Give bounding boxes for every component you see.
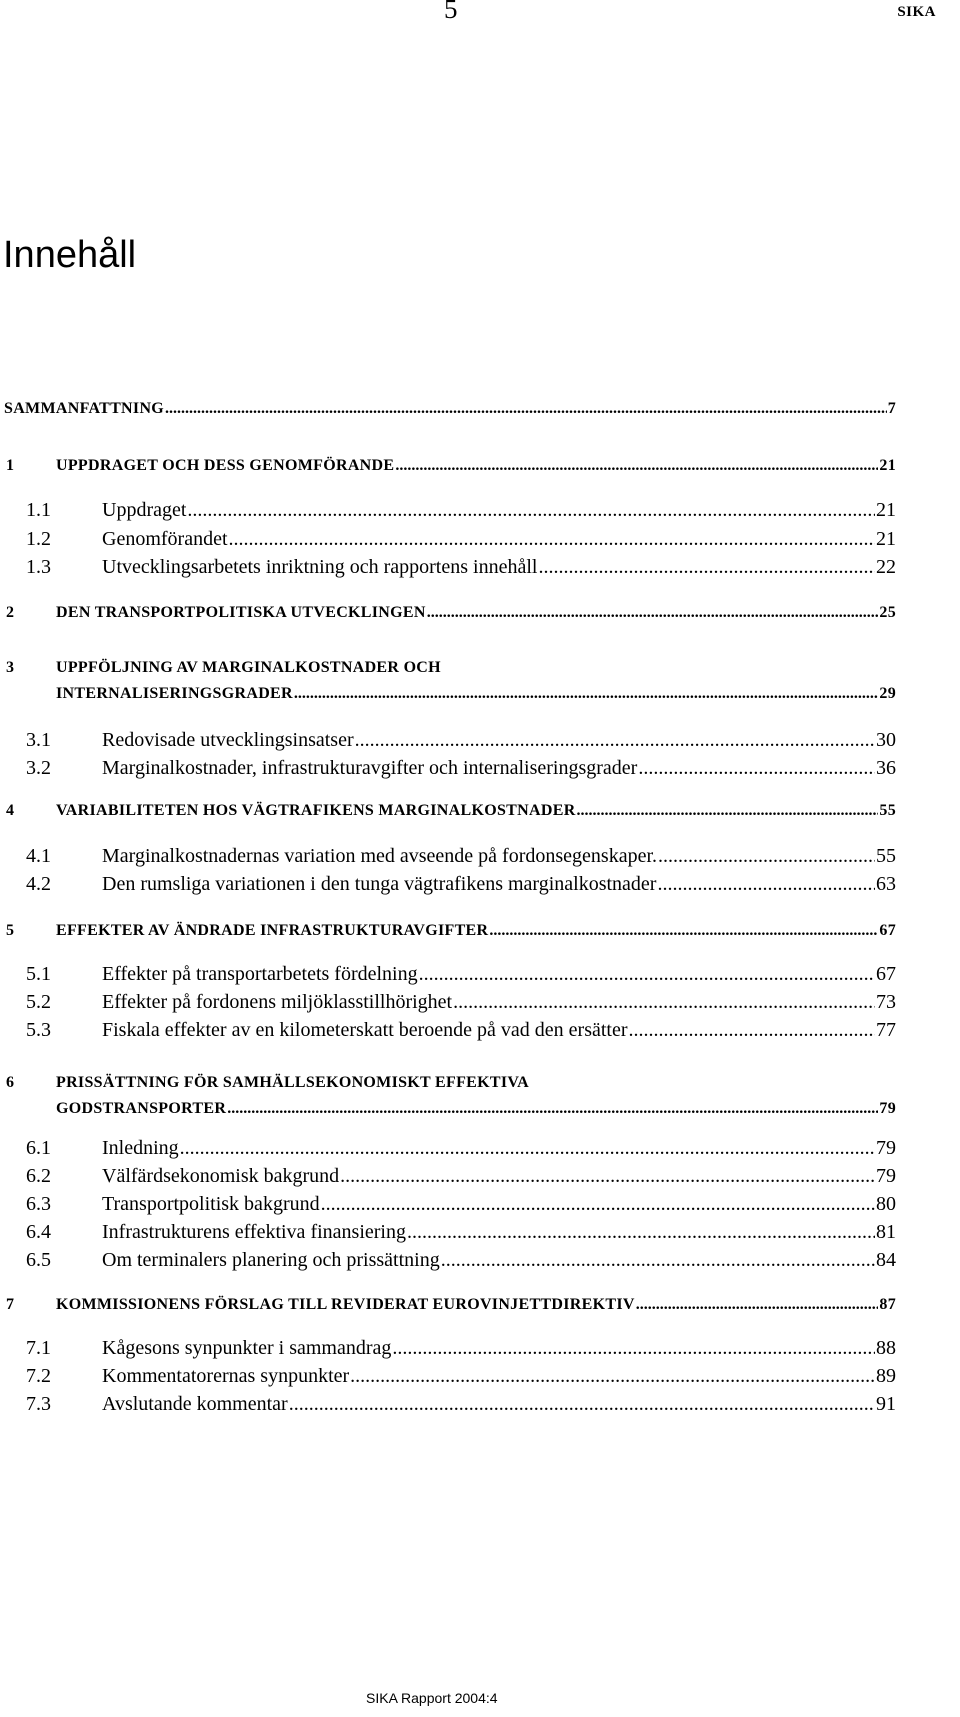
toc-page-number: 63: [876, 873, 896, 895]
toc-page-number: 89: [876, 1365, 896, 1387]
toc-dot-leader: [658, 845, 875, 868]
toc-dot-leader: [489, 922, 878, 940]
page-title: Innehåll: [3, 234, 137, 276]
toc-entry-title: Den rumsliga variationen i den tunga vägtrafikens marginalkostnader: [102, 873, 657, 895]
toc-page-number: 7: [887, 400, 896, 417]
toc-entry-title: Fiskala effekter av en kilometerskatt beroende på vad den ersätter: [102, 1019, 628, 1041]
toc-entry-line: [102, 528, 896, 551]
toc-entry-title: Effekter på transportarbetets fördelning: [102, 963, 418, 985]
toc-entry-line: [102, 991, 896, 1014]
toc-entry-title: Marginalkostnadernas variation med avseende på fordonsegenskaper.: [102, 845, 657, 867]
toc-page-number: 21: [879, 457, 896, 474]
toc-entry-line: [102, 1337, 896, 1360]
toc-dot-leader: [407, 1221, 875, 1244]
toc-dot-leader: [427, 604, 879, 622]
toc-dot-leader: [165, 400, 887, 418]
toc-dot-leader: [229, 528, 875, 551]
toc-entry-title: KOMMISSIONENS FÖRSLAG TILL REVIDERAT EUROVINJETTDIREKTIV: [56, 1296, 635, 1313]
toc-dot-leader: [629, 1019, 875, 1042]
toc-entry-number: 5.3: [26, 1019, 51, 1041]
toc-page-number: 21: [876, 528, 896, 550]
footer-report-id: SIKA Rapport 2004:4: [366, 1690, 498, 1706]
toc-entry-line: [102, 963, 896, 986]
header-org-label: SIKA: [897, 4, 936, 20]
toc-entry-title: EFFEKTER AV ÄNDRADE INFRASTRUKTURAVGIFTER: [56, 922, 489, 939]
toc-page-number: 55: [876, 845, 896, 867]
toc-entry-line: [56, 922, 896, 940]
toc-entry-line: [56, 659, 896, 677]
toc-dot-leader: [355, 729, 875, 752]
toc-entry-number: 5: [6, 922, 15, 939]
toc-page-number: 30: [876, 729, 896, 751]
toc-entry-line: [102, 1193, 896, 1216]
toc-dot-leader: [453, 991, 875, 1014]
toc-entry-line: [102, 757, 896, 780]
toc-entry-title: UPPDRAGET OCH DESS GENOMFÖRANDE: [56, 457, 395, 474]
toc-entry-line: [4, 400, 896, 418]
toc-entry-line: [102, 1249, 896, 1272]
toc-entry-line: [102, 499, 896, 522]
toc-entry-title: Välfärdsekonomisk bakgrund: [102, 1165, 340, 1187]
toc-entry-number: 3.2: [26, 757, 51, 779]
toc-dot-leader: [180, 1137, 875, 1160]
toc-dot-leader: [321, 1193, 875, 1216]
toc-entry-title: Marginalkostnader, infrastrukturavgifter och internaliseringsgrader: [102, 757, 638, 779]
toc-page-number: 81: [876, 1221, 896, 1243]
toc-entry-line: [102, 845, 896, 868]
toc-entry-title: INTERNALISERINGSGRADER: [56, 685, 293, 702]
toc-entry-line: [56, 1074, 896, 1092]
toc-dot-leader: [419, 963, 875, 986]
toc-entry-title: UPPFÖLJNING AV MARGINALKOSTNADER OCH: [56, 659, 441, 676]
toc-entry-number: 1.1: [26, 499, 51, 521]
toc-page-number: 88: [876, 1337, 896, 1359]
toc-page-number: 91: [876, 1393, 896, 1415]
page-number: 5: [444, 0, 458, 24]
toc-entry-line: [102, 1221, 896, 1244]
toc-page-number: 73: [876, 991, 896, 1013]
toc-entry-title: Effekter på fordonens miljöklasstillhörighet: [102, 991, 453, 1013]
toc-entry-title: Uppdraget: [102, 499, 187, 521]
toc-entry-line: [102, 1393, 896, 1416]
toc-entry-number: 2: [6, 604, 15, 621]
toc-entry-line: [56, 685, 896, 703]
toc-page-number: 29: [879, 685, 896, 702]
toc-page-number: 79: [876, 1165, 896, 1187]
toc-dot-leader: [294, 685, 879, 703]
toc-entry-number: 6.3: [26, 1193, 51, 1215]
toc-entry-title: VARIABILITETEN HOS VÄGTRAFIKENS MARGINALKOSTNADER: [56, 802, 576, 819]
toc-entry-title: Inledning: [102, 1137, 179, 1159]
toc-entry-number: 4: [6, 802, 15, 819]
toc-dot-leader: [636, 1296, 879, 1314]
toc-entry-title: SAMMANFATTNING: [4, 400, 165, 417]
toc-entry-number: 6.4: [26, 1221, 51, 1243]
toc-dot-leader: [227, 1100, 878, 1118]
toc-dot-leader: [638, 757, 875, 780]
toc-entry-number: 4.2: [26, 873, 51, 895]
toc-entry-number: 1: [6, 457, 15, 474]
toc-entry-number: 3.1: [26, 729, 51, 751]
toc-dot-leader: [289, 1393, 875, 1416]
toc-page-number: 79: [876, 1137, 896, 1159]
toc-page-number: 67: [879, 922, 896, 939]
toc-entry-number: 1.3: [26, 556, 51, 578]
toc-entry-number: 7.2: [26, 1365, 51, 1387]
toc-entry-title: Kommentatorernas synpunkter: [102, 1365, 350, 1387]
toc-dot-leader: [657, 873, 875, 896]
toc-entry-line: [102, 873, 896, 896]
toc-page-number: 79: [879, 1100, 896, 1117]
toc-entry-line: [56, 604, 896, 622]
toc-entry-number: 5.1: [26, 963, 51, 985]
toc-dot-leader: [392, 1337, 875, 1360]
toc-page-number: 25: [879, 604, 896, 621]
toc-page-number: 67: [876, 963, 896, 985]
toc-entry-number: 6.5: [26, 1249, 51, 1271]
toc-entry-line: [102, 1137, 896, 1160]
toc-page-number: 21: [876, 499, 896, 521]
toc-entry-title: Kågesons synpunkter i sammandrag: [102, 1337, 392, 1359]
toc-entry-line: [102, 1165, 896, 1188]
toc-dot-leader: [441, 1249, 875, 1272]
toc-page-number: 87: [879, 1296, 896, 1313]
toc-entry-number: 6.2: [26, 1165, 51, 1187]
toc-entry-title: Om terminalers planering och prissättning: [102, 1249, 440, 1271]
toc-entry-line: [56, 1296, 896, 1314]
toc-page-number: 77: [876, 1019, 896, 1041]
toc-entry-number: 6.1: [26, 1137, 51, 1159]
toc-entry-number: 5.2: [26, 991, 51, 1013]
toc-dot-leader: [538, 556, 875, 579]
toc-page-number: 80: [876, 1193, 896, 1215]
toc-entry-title: Utvecklingsarbetets inriktning och rapportens innehåll: [102, 556, 538, 578]
toc-entry-title: Redovisade utvecklingsinsatser: [102, 729, 354, 751]
toc-entry-title: PRISSÄTTNING FÖR SAMHÄLLSEKONOMISKT EFFEKTIVA: [56, 1074, 529, 1091]
toc-entry-number: 6: [6, 1074, 15, 1091]
toc-page-number: 36: [876, 757, 896, 779]
toc-page-number: 55: [879, 802, 896, 819]
toc-page-number: 22: [876, 556, 896, 578]
toc-entry-line: [56, 1100, 896, 1118]
toc-entry-number: 7.3: [26, 1393, 51, 1415]
toc-entry-title: DEN TRANSPORTPOLITISKA UTVECKLINGEN: [56, 604, 426, 621]
toc-dot-leader: [395, 457, 878, 475]
toc-entry-number: 7: [6, 1296, 15, 1313]
toc-entry-title: Infrastrukturens effektiva finansiering: [102, 1221, 406, 1243]
toc-entry-number: 1.2: [26, 528, 51, 550]
toc-entry-line: [102, 1365, 896, 1388]
toc-entry-line: [56, 457, 896, 475]
toc-page-number: 84: [876, 1249, 896, 1271]
toc-entry-number: 4.1: [26, 845, 51, 867]
toc-entry-line: [56, 802, 896, 820]
toc-dot-leader: [350, 1365, 875, 1388]
toc-entry-line: [102, 1019, 896, 1042]
toc-entry-title: GODSTRANSPORTER: [56, 1100, 227, 1117]
toc-entry-title: Genomförandet: [102, 528, 228, 550]
toc-entry-line: [102, 729, 896, 752]
toc-dot-leader: [577, 802, 879, 820]
toc-dot-leader: [340, 1165, 875, 1188]
toc-entry-title: Avslutande kommentar: [102, 1393, 288, 1415]
toc-entry-number: 7.1: [26, 1337, 51, 1359]
toc-entry-line: [102, 556, 896, 579]
toc-entry-number: 3: [6, 659, 15, 676]
toc-dot-leader: [187, 499, 875, 522]
toc-entry-title: Transportpolitisk bakgrund: [102, 1193, 320, 1215]
